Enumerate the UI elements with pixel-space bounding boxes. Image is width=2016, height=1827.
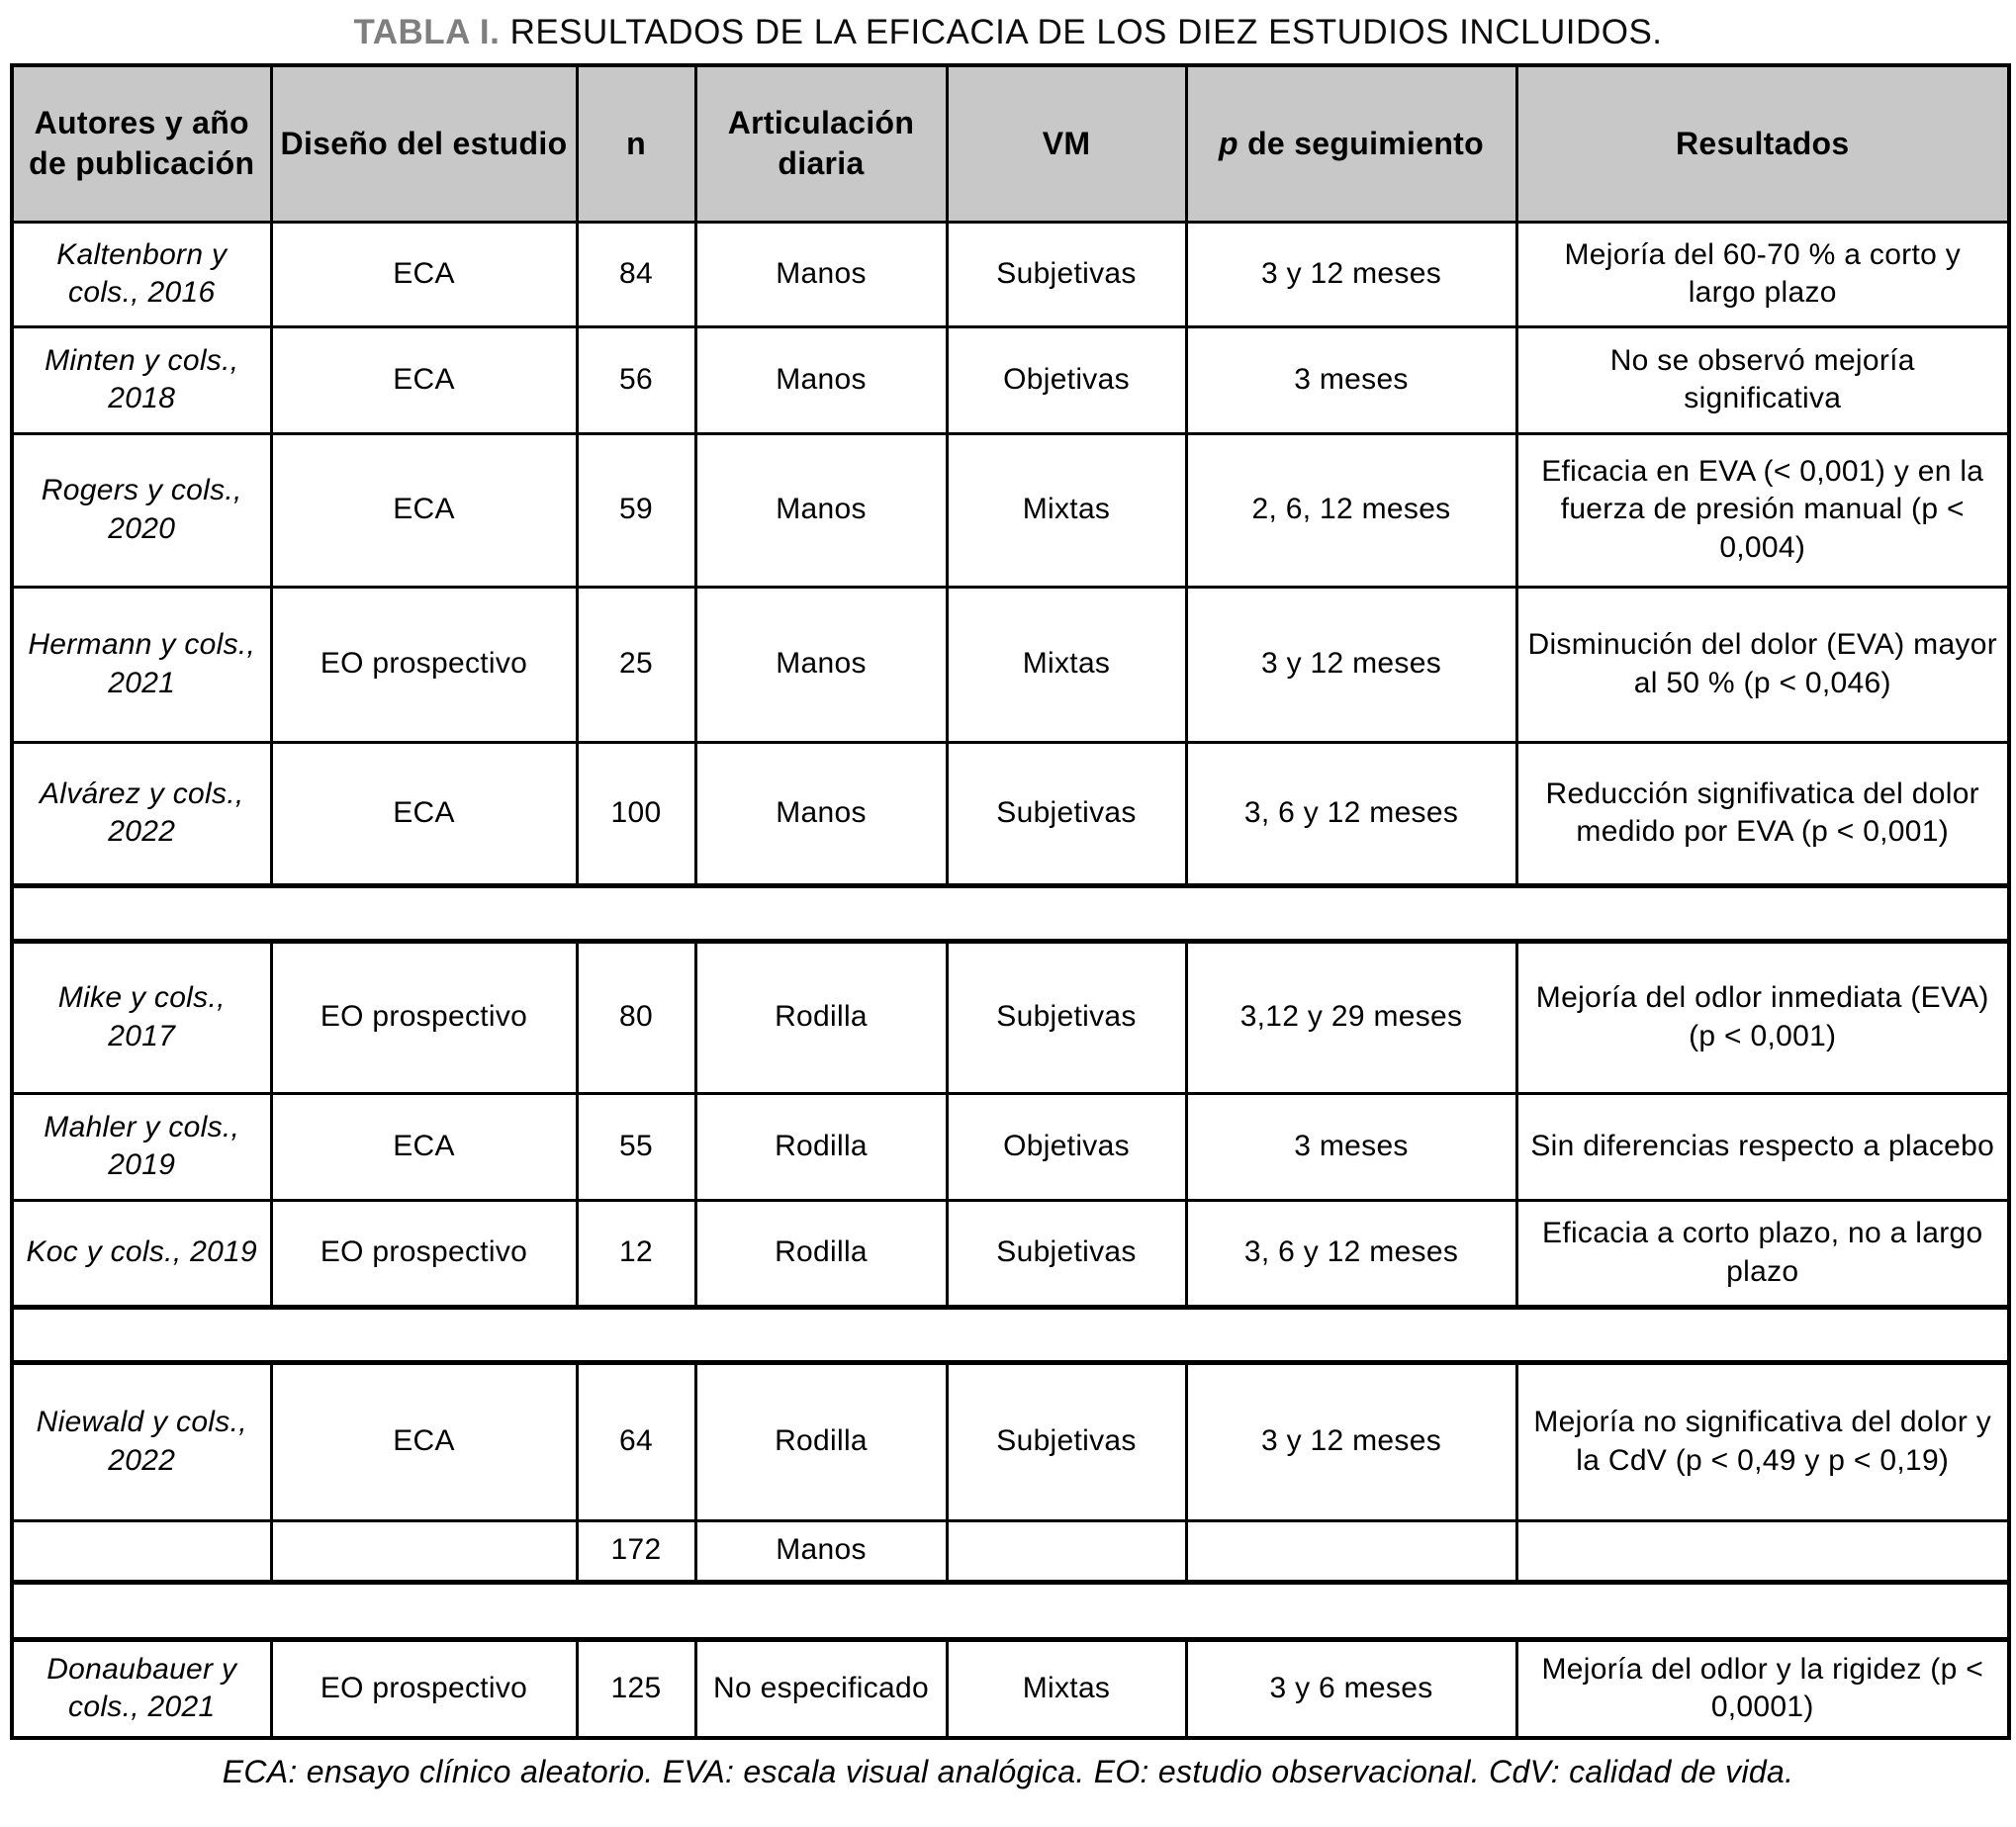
- cell-author: Rogers y cols., 2020: [12, 433, 271, 587]
- cell-vm: Mixtas: [947, 1639, 1186, 1738]
- cell-results: Eficacia en EVA (< 0,001) y en la fuerza de presión manual (p < 0,004): [1516, 433, 2009, 587]
- cell-followup: 2, 6, 12 meses: [1186, 433, 1516, 587]
- cell-n: 125: [577, 1639, 695, 1738]
- cell-joint: Manos: [695, 742, 947, 885]
- cell-design: ECA: [271, 742, 577, 885]
- cell-followup: 3 y 12 meses: [1186, 587, 1516, 742]
- table-row: [12, 742, 2009, 885]
- cell-results: Mejoría del odlor y la rigidez (p < 0,0001): [1516, 1639, 2009, 1738]
- table-row: [12, 1639, 2009, 1738]
- cell-vm: Subjetivas: [947, 1200, 1186, 1307]
- cell-vm: Subjetivas: [947, 222, 1186, 326]
- col-header-joint: Articulación diaria: [695, 65, 947, 222]
- cell-design: EO prospectivo: [271, 587, 577, 742]
- cell-n: 172: [577, 1520, 695, 1582]
- cell-vm: Subjetivas: [947, 941, 1186, 1093]
- spacer-cell: [12, 885, 2009, 941]
- cell-joint: Manos: [695, 1520, 947, 1582]
- cell-followup: 3 meses: [1186, 1093, 1516, 1200]
- cell-n: 55: [577, 1093, 695, 1200]
- cell-results: Eficacia a corto plazo, no a largo plazo: [1516, 1200, 2009, 1307]
- cell-author: Mahler y cols., 2019: [12, 1093, 271, 1200]
- cell-results: Reducción signifivatica del dolor medido por EVA (p < 0,001): [1516, 742, 2009, 885]
- cell-results: Sin diferencias respecto a placebo: [1516, 1093, 2009, 1200]
- cell-followup: 3 y 12 meses: [1186, 222, 1516, 326]
- cell-n: 59: [577, 433, 695, 587]
- cell-n: 84: [577, 222, 695, 326]
- col-header-authors: Autores y año de publicación: [12, 65, 271, 222]
- cell-design: ECA: [271, 326, 577, 433]
- cell-vm: [947, 1520, 1186, 1582]
- table-row: [12, 326, 2009, 433]
- cell-author: Alvárez y cols., 2022: [12, 742, 271, 885]
- table-row: [12, 587, 2009, 742]
- cell-followup: 3, 6 y 12 meses: [1186, 1200, 1516, 1307]
- cell-vm: Mixtas: [947, 433, 1186, 587]
- cell-n: 64: [577, 1362, 695, 1520]
- table-title-text: RESULTADOS DE LA EFICACIA DE LOS DIEZ ESTUDIOS INCLUIDOS.: [509, 13, 1663, 51]
- cell-results: [1516, 1520, 2009, 1582]
- cell-n: 25: [577, 587, 695, 742]
- cell-vm: Mixtas: [947, 587, 1186, 742]
- spacer-row: [12, 1307, 2009, 1362]
- cell-design: [271, 1520, 577, 1582]
- table-row: [12, 941, 2009, 1093]
- cell-joint: Rodilla: [695, 1093, 947, 1200]
- cell-joint: Manos: [695, 222, 947, 326]
- cell-author: Mike y cols., 2017: [12, 941, 271, 1093]
- table-row: [12, 433, 2009, 587]
- cell-joint: No especificado: [695, 1639, 947, 1738]
- cell-followup: [1186, 1520, 1516, 1582]
- cell-design: ECA: [271, 1362, 577, 1520]
- cell-followup: 3,12 y 29 meses: [1186, 941, 1516, 1093]
- cell-design: ECA: [271, 222, 577, 326]
- cell-joint: Manos: [695, 433, 947, 587]
- table-title-label: TABLA I.: [353, 13, 501, 51]
- col-header-followup: [1186, 65, 1516, 222]
- spacer-row: [12, 1582, 2009, 1639]
- cell-joint: Manos: [695, 587, 947, 742]
- col-header-followup-p: p: [1219, 125, 1238, 161]
- col-header-followup-rest: de seguimiento: [1237, 125, 1484, 161]
- efficacy-results-table: [10, 63, 2011, 1740]
- cell-author: Koc y cols., 2019: [12, 1200, 271, 1307]
- cell-author: Minten y cols., 2018: [12, 326, 271, 433]
- cell-n: 80: [577, 941, 695, 1093]
- totals-row: [12, 1520, 2009, 1582]
- cell-author: Hermann y cols., 2021: [12, 587, 271, 742]
- table-footnote: ECA: ensayo clínico aleatorio. EVA: escala visual analógica. EO: estudio observacional. CdV: calidad de vida.: [222, 1754, 1794, 1789]
- cell-results: Disminución del dolor (EVA) mayor al 50 % (p < 0,046): [1516, 587, 2009, 742]
- col-header-vm: VM: [947, 65, 1186, 222]
- cell-joint: Manos: [695, 326, 947, 433]
- table-row: [12, 1093, 2009, 1200]
- cell-followup: 3 meses: [1186, 326, 1516, 433]
- cell-design: EO prospectivo: [271, 941, 577, 1093]
- cell-joint: Rodilla: [695, 1362, 947, 1520]
- cell-design: ECA: [271, 1093, 577, 1200]
- table-row: [12, 1200, 2009, 1307]
- cell-author: Niewald y cols., 2022: [12, 1362, 271, 1520]
- cell-results: No se observó mejoría significativa: [1516, 326, 2009, 433]
- cell-author: Donaubauer y cols., 2021: [12, 1639, 271, 1738]
- cell-design: EO prospectivo: [271, 1200, 577, 1307]
- cell-design: EO prospectivo: [271, 1639, 577, 1738]
- cell-results: Mejoría no significativa del dolor y la CdV (p < 0,49 y p < 0,19): [1516, 1362, 2009, 1520]
- table-title: [0, 0, 2016, 53]
- cell-vm: Objetivas: [947, 1093, 1186, 1200]
- cell-results: Mejoría del odlor inmediata (EVA) (p < 0,001): [1516, 941, 2009, 1093]
- cell-design: ECA: [271, 433, 577, 587]
- header-row: [12, 65, 2009, 222]
- cell-followup: 3 y 12 meses: [1186, 1362, 1516, 1520]
- cell-vm: Objetivas: [947, 326, 1186, 433]
- cell-author: [12, 1520, 271, 1582]
- table-row: [12, 1362, 2009, 1520]
- spacer-cell: [12, 1582, 2009, 1639]
- cell-followup: 3 y 6 meses: [1186, 1639, 1516, 1738]
- spacer-row: [12, 885, 2009, 941]
- col-header-n: n: [577, 65, 695, 222]
- col-header-design: Diseño del estudio: [271, 65, 577, 222]
- cell-n: 12: [577, 1200, 695, 1307]
- cell-author: Kaltenborn y cols., 2016: [12, 222, 271, 326]
- col-header-results: Resultados: [1516, 65, 2009, 222]
- cell-vm: Subjetivas: [947, 742, 1186, 885]
- table-row: [12, 222, 2009, 326]
- cell-followup: 3, 6 y 12 meses: [1186, 742, 1516, 885]
- spacer-cell: [12, 1307, 2009, 1362]
- cell-joint: Rodilla: [695, 941, 947, 1093]
- cell-n: 56: [577, 326, 695, 433]
- cell-results: Mejoría del 60-70 % a corto y largo plazo: [1516, 222, 2009, 326]
- cell-vm: Subjetivas: [947, 1362, 1186, 1520]
- cell-joint: Rodilla: [695, 1200, 947, 1307]
- cell-n: 100: [577, 742, 695, 885]
